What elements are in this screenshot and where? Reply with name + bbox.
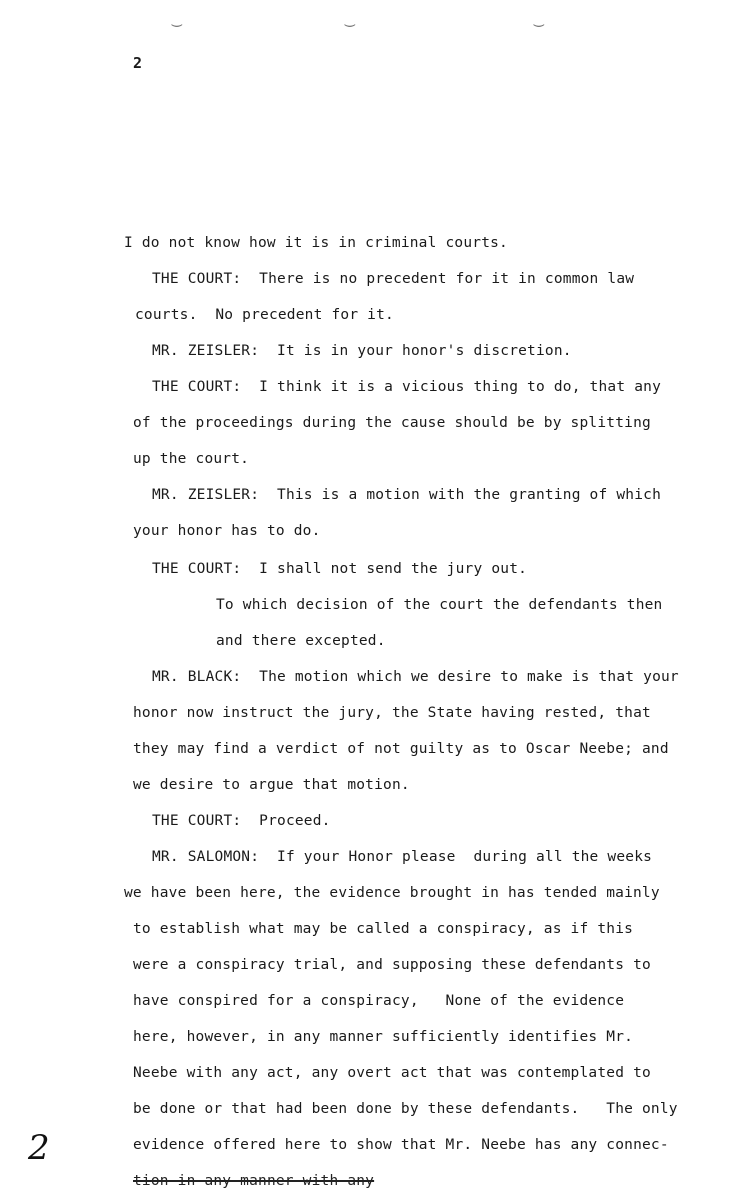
text-line: up the court. — [133, 451, 250, 467]
text-line: MR. BLACK: The motion which we desire to make is that your — [152, 669, 679, 685]
text-line: of the proceedings during the cause should be by splitting — [133, 415, 651, 431]
text-line: were a conspiracy trial, and supposing these defendants to — [133, 957, 651, 973]
text-line: we desire to argue that motion. — [133, 777, 410, 793]
text-line: we have been here, the evidence brought in has tended mainly — [124, 885, 660, 901]
text-line: THE COURT: I think it is a vicious thing to do, that any — [152, 379, 661, 395]
text-line: honor now instruct the jury, the State having rested, that — [133, 705, 651, 721]
scan-mark: ‿ — [172, 8, 182, 27]
text-line: courts. No precedent for it. — [135, 307, 394, 323]
text-line: MR. ZEISLER: This is a motion with the granting of which — [152, 487, 661, 503]
text-line: THE COURT: Proceed. — [152, 813, 331, 829]
text-line: be done or that had been done by these defendants. The only — [133, 1101, 678, 1117]
struck-text-line: tion in any manner with any — [133, 1173, 375, 1189]
text-line: evidence offered here to show that Mr. Neebe has any connec- — [133, 1137, 669, 1153]
text-line: To which decision of the court the defendants then — [216, 597, 663, 613]
text-line: Neebe with any act, any overt act that was contemplated to — [133, 1065, 651, 1081]
text-line: to establish what may be called a conspiracy, as if this — [133, 921, 634, 937]
page-number: 2 — [133, 54, 143, 72]
text-line: THE COURT: I shall not send the jury out. — [152, 561, 528, 577]
text-line: and there excepted. — [216, 633, 386, 649]
text-line: they may find a verdict of not guilty as to Oscar Neebe; and — [133, 741, 669, 757]
text-line: THE COURT: There is no precedent for it in common law — [152, 271, 635, 287]
handwritten-margin-number: 2 — [28, 1128, 50, 1168]
text-line: your honor has to do. — [133, 523, 321, 539]
scan-mark: ‿ — [534, 8, 544, 27]
text-line: MR. ZEISLER: It is in your honor's discretion. — [152, 343, 572, 359]
scan-mark: ‿ — [345, 8, 355, 27]
text-line: have conspired for a conspiracy, None of the evidence — [133, 993, 625, 1009]
text-line: I do not know how it is in criminal courts. — [124, 235, 508, 251]
text-line: MR. SALOMON: If your Honor please during all the weeks — [152, 849, 653, 865]
text-line: here, however, in any manner sufficiently identifies Mr. — [133, 1029, 634, 1045]
